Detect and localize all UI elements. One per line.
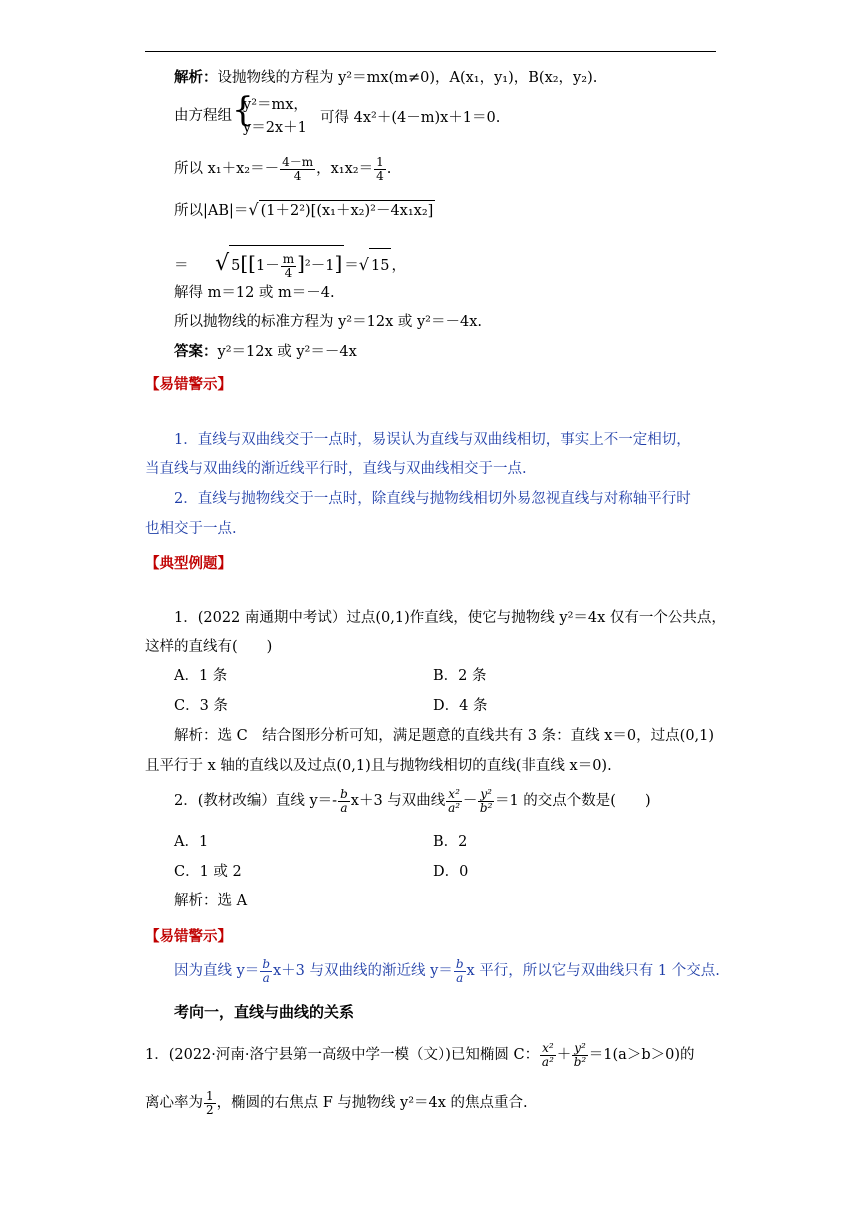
q1-solution-line2: 且平行于 x 轴的直线以及过点(0,1)且与抛物线相切的直线(非直线 x＝0).: [145, 758, 612, 774]
warning1-p2-line2: 也相交于一点.: [145, 521, 237, 537]
warning1-p1-line1: 1．直线与双曲线交于一点时，易误认为直线与双曲线相切，事实上不一定相切，: [174, 432, 691, 448]
solution-line-1: 解析：设抛物线的方程为 y²＝mx(m≠0)，A(x₁，y₁)，B(x₂，y₂).: [174, 70, 598, 86]
q2-solution: 解析：选 A: [174, 893, 248, 909]
product-fraction: $\frac{1}{4}$: [376, 154, 384, 183]
warning1-p2-line1: 2．直线与抛物线交于一点时，除直线与抛物线相切外易忽视直线与对称轴平行时: [174, 491, 691, 507]
warning1-p1-line2: 当直线与双曲线的渐近线平行时，直线与双曲线相交于一点.: [145, 461, 527, 477]
header-rule: [145, 51, 716, 52]
q1-option-c: C．3 条: [174, 698, 228, 714]
examples-heading: 【典型例题】: [145, 556, 232, 572]
question-1-line1: 1．(2022 南通期中考试）过点(0,1)作直线，使它与抛物线 y²＝4x 仅有一个公共点，: [174, 610, 726, 626]
q1-solution-line1: 解析：选 C 结合图形分析可知，满足题意的直线共有 3 条：直线 x＝0，过点(0,1): [174, 728, 715, 744]
warning-heading-1: 【易错警示】: [145, 377, 232, 393]
ab-length-line: 所以|AB|＝√ (1＋2²)[(x₁＋x₂)²－4x₁x₂]: [174, 200, 434, 219]
answer-line: 答案：y²＝12x 或 y²＝－4x: [174, 344, 357, 360]
system-eq-1: y²＝mx，: [243, 97, 308, 113]
section-title: 考向一，直线与曲线的关系: [174, 1003, 355, 1021]
question-1-line2: 这样的直线有( ): [145, 639, 273, 655]
problem-line-1: 1．(2022·河南·洛宁县第一高级中学一模（文）)已知椭圆 C： $\frac{\text{x²}}{\text{a²}}$ ＋ $\frac{\text{y²}}{\text{b²}}$ ＝1(a＞b＞0)的: [145, 1040, 695, 1069]
problem-line-2: 离心率为 $\frac{1}{2}$ ，椭圆的右焦点 F 与抛物线 y²＝4x 的焦点重合.: [145, 1088, 528, 1117]
q2-option-b: B．2: [433, 834, 468, 850]
system-result: 可得 4x²＋(4－m)x＋1＝0.: [320, 110, 501, 126]
q1-option-a: A．1 条: [174, 668, 228, 684]
q2-option-d: D．0: [433, 864, 469, 880]
solve-m-line: 解得 m＝12 或 m＝－4.: [174, 285, 335, 301]
standard-equation-line: 所以抛物线的标准方程为 y²＝12x 或 y²＝－4x.: [174, 314, 482, 330]
equation-system-prefix: 由方程组: [174, 108, 232, 124]
q1-option-b: B．2 条: [433, 668, 487, 684]
ab-evaluation-line: ＝ √ 5[[1－ $\frac{m}{4}$ ]²－1] ＝√ 15 ，: [174, 245, 406, 283]
q2-option-c: C．1 或 2: [174, 864, 242, 880]
warning2-text: 因为直线 y＝ $\frac{b}{a}$ x＋3 与双曲线的渐近线 y＝ $\frac{b}{a}$ x 平行，所以它与双曲线只有 1 个交点.: [174, 956, 720, 985]
q1-option-d: D．4 条: [433, 698, 488, 714]
sqrt-15: 15: [369, 248, 391, 283]
solution-label: 解析：: [174, 70, 218, 86]
left-brace: {: [232, 90, 254, 130]
question-2-line: 2．(教材改编）直线 y＝- $\frac{b}{a}$ x＋3 与双曲线 $\frac{\text{x²}}{\text{a²}}$ － $\frac{\text{y²}}{\text{b²}}$ ＝1 的交点个数是( ): [174, 786, 651, 815]
q2-option-a: A．1: [174, 834, 209, 850]
ab-radicand: (1＋2²)[(x₁＋x₂)²－4x₁x₂]: [259, 200, 436, 221]
sum-product-line: 所以 x₁＋x₂＝－ $\frac{4-m}{4}$ ，x₁x₂＝ $\frac{1}{4}$ .: [174, 154, 392, 183]
warning-heading-2: 【易错警示】: [145, 929, 232, 945]
system-eq-2: y＝2x＋1: [243, 120, 307, 136]
sum-fraction: $\frac{4-m}{4}$: [282, 154, 314, 183]
